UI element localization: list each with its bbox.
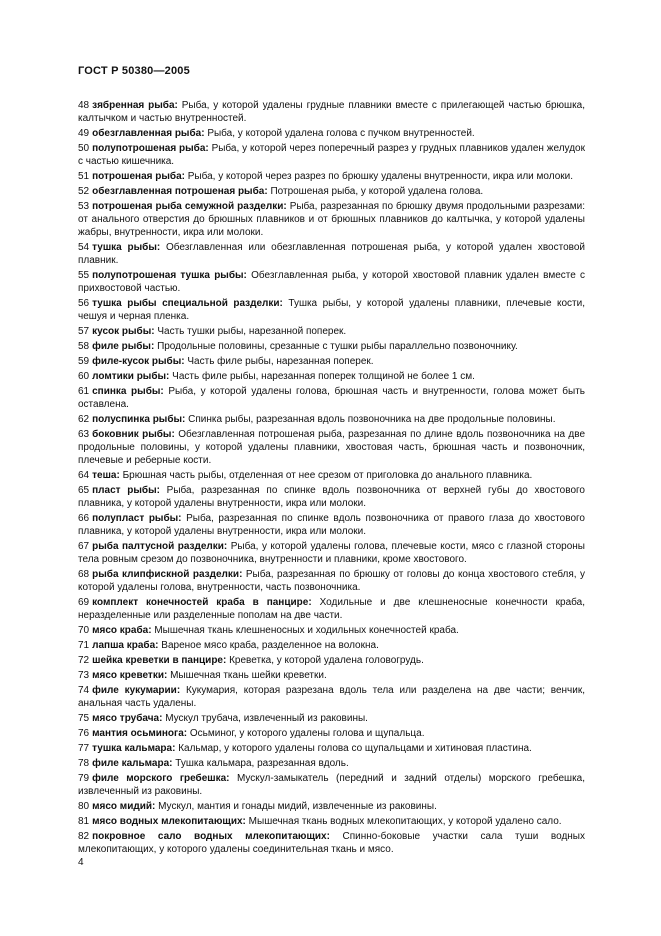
entry-term: рыба палтусной разделки: [92, 541, 228, 552]
definition-entry [78, 428, 585, 467]
entry-term: филе кукумарии: [92, 685, 181, 696]
entry-number: 72 [78, 655, 90, 666]
definition-entry [78, 241, 585, 267]
entry-number: 65 [78, 485, 90, 496]
entry-definition: Мускул-замыкатель (передний и задний отделы) морского гребешка, извлеченный из раковины. [78, 773, 586, 797]
entry-number: 62 [78, 414, 90, 425]
entry-term: мясо трубача: [92, 713, 163, 724]
entry-definition: Рыба, разрезанная по брюшку двумя продольными разрезами: от анального отверстия до брюшных плавников и от брюшных плавников до калтычка, у которой удалены жабры, внутренности, икра или молоки. [78, 201, 585, 238]
definition-entry [78, 99, 585, 125]
entry-definition: Мышечная ткань клешненосных и ходильных конечностей краба. [154, 625, 459, 636]
entry-term: мясо мидий: [92, 801, 156, 812]
entry-term: боковник рыбы: [92, 429, 175, 440]
definition-entry [78, 484, 585, 510]
definition-entry [78, 712, 585, 725]
entry-term: обезглавленная потрошеная рыба: [92, 186, 268, 197]
entry-number: 57 [78, 326, 90, 337]
entry-definition: Продольные половины, срезанные с тушки рыбы параллельно позвоночнику. [157, 341, 518, 352]
definition-entry [78, 340, 585, 353]
entry-term: филе кальмара: [92, 758, 173, 769]
entry-term: тушка кальмара: [92, 743, 176, 754]
entry-term: зябренная рыба: [92, 100, 178, 111]
entry-number: 58 [78, 341, 90, 352]
entry-definition: Спинно-боковые участки сала туши водных млекопитающих, у которого удалены соединительная ткань и мясо. [78, 831, 585, 855]
entry-definition: Мускул, мантия и гонады мидий, извлеченные из раковины. [158, 801, 437, 812]
entry-number: 76 [78, 728, 90, 739]
entry-term: лапша краба: [92, 640, 159, 651]
entry-number: 71 [78, 640, 90, 651]
definition-entry [78, 385, 585, 411]
entry-definition: Ходильные и две клешненосные конечности краба, неразделенные или разделенные пополам на две части. [78, 597, 586, 621]
entry-term: потрошеная рыба: [92, 171, 185, 182]
definition-entry [78, 413, 585, 426]
entry-number: 60 [78, 371, 90, 382]
entry-term: мясо краба: [92, 625, 152, 636]
definition-entry [78, 727, 585, 740]
entry-definition: Осьминог, у которого удалены голова и щупальца. [189, 728, 425, 739]
definition-entry [78, 596, 585, 622]
entry-term: полуспинка рыбы: [92, 414, 186, 425]
entry-term: мантия осьминога: [92, 728, 188, 739]
entry-term: шейка креветки в панцире: [92, 655, 227, 666]
entry-term: полупотрошеная рыба: [92, 143, 209, 154]
definition-entry [78, 800, 585, 813]
entry-definition: Обезглавленная рыба, у которой хвостовой плавник удален вместе с прихвостовой частью. [78, 270, 586, 294]
definition-entry [78, 297, 585, 323]
entry-definition: Спинка рыбы, разрезанная вдоль позвоночника на две продольные половины. [188, 414, 556, 425]
definition-entry [78, 170, 585, 183]
entry-number: 66 [78, 513, 90, 524]
entry-term: филе-кусок рыбы: [92, 356, 185, 367]
entry-definition: Рыба, разрезанная по брюшку от головы до конца хвостового стебля, у которой удалены голова, внутренности, часть позвоночника. [78, 569, 585, 593]
entry-number: 59 [78, 356, 90, 367]
entry-definition: Обезглавленная или обезглавленная потрошеная рыба, у которой удален хвостовой плавник. [78, 242, 585, 266]
definition-entry [78, 512, 585, 538]
entry-number: 80 [78, 801, 90, 812]
entry-definition: Часть филе рыбы, нарезанная поперек толщиной не более 1 см. [172, 371, 475, 382]
definition-entry [78, 269, 585, 295]
entry-number: 70 [78, 625, 90, 636]
entry-definition: Рыба, у которой удалена голова с пучком внутренностей. [207, 128, 475, 139]
entry-number: 82 [78, 831, 90, 842]
entry-term: спинка рыбы: [92, 386, 164, 397]
entry-term: комплект конечностей краба в панцире: [92, 597, 312, 608]
entry-number: 75 [78, 713, 90, 724]
entry-term: тушка рыбы: [92, 242, 161, 253]
entry-definition: Рыба, разрезанная по спинке вдоль позвоночника от правого глаза до хвостового плавника, у которой удалены внутренности, икра или молоки. [78, 513, 585, 537]
definition-entry [78, 654, 585, 667]
entry-definition: Рыба, разрезанная по спинке вдоль позвоночника от верхней губы до хвостового плавника, у которой удалены внутренности, икра или молоки. [78, 485, 585, 509]
entry-definition: Рыба, у которой через поперечный разрез у грудных плавников удален желудок с частью кишечника. [78, 143, 585, 167]
entry-definition: Рыба, у которой удалены голова, брюшная часть и внутренности, голова может быть оставлена. [78, 386, 585, 410]
entry-term: тушка рыбы специальной разделки: [92, 298, 283, 309]
entry-term: теша: [92, 470, 120, 481]
entry-term: потрошеная рыба семужной разделки: [92, 201, 287, 212]
entry-definition: Часть тушки рыбы, нарезанной поперек. [157, 326, 347, 337]
entry-number: 49 [78, 128, 90, 139]
entry-definition: Обезглавленная потрошеная рыба, разрезанная по длине вдоль позвоночника на две продольные половины, у которой удалены плавники, хвостовая часть, брюшная часть и позвоночник, плечевые и реберные кости. [78, 429, 586, 466]
entry-definition: Рыба, у которой удалены грудные плавники вместе с прилегающей частью брюшка, калтычком и частью внутренностей. [78, 100, 586, 124]
entry-number: 77 [78, 743, 90, 754]
entry-term: полупласт рыбы: [92, 513, 182, 524]
definition-entry [78, 370, 585, 383]
entry-number: 74 [78, 685, 90, 696]
definition-entry [78, 355, 585, 368]
entry-term: покровное сало водных млекопитающих: [92, 831, 330, 842]
entry-number: 64 [78, 470, 90, 481]
definition-entry [78, 142, 585, 168]
entry-number: 78 [78, 758, 90, 769]
entry-term: полупотрошеная тушка рыбы: [92, 270, 247, 281]
entry-definition: Брюшная часть рыбы, отделенная от нее срезом от приголовка до анального плавника. [122, 470, 533, 481]
entry-term: филе рыбы: [92, 341, 155, 352]
entry-number: 81 [78, 816, 90, 827]
definition-entry [78, 639, 585, 652]
entry-definition: Мышечная ткань водных млекопитающих, у которой удалено сало. [248, 816, 562, 827]
definition-entry [78, 127, 585, 140]
entry-number: 67 [78, 541, 90, 552]
entry-definition: Потрошеная рыба, у которой удалена голова. [270, 186, 484, 197]
entry-term: рыба клипфискной разделки: [92, 569, 243, 580]
definition-entry [78, 742, 585, 755]
definition-entry [78, 469, 585, 482]
definition-entry [78, 624, 585, 637]
entry-number: 53 [78, 201, 90, 212]
entry-number: 54 [78, 242, 90, 253]
entry-number: 52 [78, 186, 90, 197]
entry-definition: Мышечная ткань шейки креветки. [170, 670, 327, 681]
entry-number: 69 [78, 597, 90, 608]
page-number: 4 [78, 857, 84, 868]
definition-entry [78, 815, 585, 828]
entry-definition: Тушка кальмара, разрезанная вдоль. [175, 758, 349, 769]
definition-entry [78, 200, 585, 239]
definition-entry [78, 684, 585, 710]
document-header: ГОСТ Р 50380—2005 [78, 65, 190, 77]
entry-number: 63 [78, 429, 90, 440]
entry-term: филе морского гребешка: [92, 773, 230, 784]
definitions-list [78, 99, 585, 858]
entry-number: 48 [78, 100, 90, 111]
entry-definition: Кальмар, у которого удалены голова со щупальцами и хитиновая пластина. [178, 743, 532, 754]
entry-definition: Вареное мясо краба, разделенное на волокна. [161, 640, 379, 651]
entry-term: кусок рыбы: [92, 326, 155, 337]
entry-term: ломтики рыбы: [92, 371, 170, 382]
entry-definition: Мускул трубача, извлеченный из раковины. [165, 713, 368, 724]
entry-definition: Тушка рыбы, у которой удалены плавники, плечевые кости, чешуя и черная пленка. [78, 298, 585, 322]
entry-term: мясо водных млекопитающих: [92, 816, 246, 827]
entry-term: обезглавленная рыба: [92, 128, 205, 139]
entry-number: 68 [78, 569, 90, 580]
entry-number: 51 [78, 171, 90, 182]
entry-number: 50 [78, 143, 90, 154]
definition-entry [78, 830, 585, 856]
entry-definition: Часть филе рыбы, нарезанная поперек. [187, 356, 374, 367]
definition-entry [78, 325, 585, 338]
entry-definition: Рыба, у которой удалены голова, плечевые кости, мясо с глазной стороны тела ровным срезом до позвоночника, внутренности и плавники, кроме хвостового. [78, 541, 585, 565]
entry-number: 79 [78, 773, 90, 784]
entry-definition: Рыба, у которой через разрез по брюшку удалены внутренности, икра или молоки. [187, 171, 574, 182]
entry-number: 73 [78, 670, 90, 681]
entry-definition: Кукумария, которая разрезана вдоль тела или разделена на две части; венчик, анальная часть удалены. [78, 685, 585, 709]
entry-term: пласт рыбы: [92, 485, 160, 496]
definition-entry [78, 772, 585, 798]
entry-definition: Креветка, у которой удалена головогрудь. [229, 655, 424, 666]
entry-number: 56 [78, 298, 90, 309]
definition-entry [78, 568, 585, 594]
definition-entry [78, 540, 585, 566]
definition-entry [78, 757, 585, 770]
entry-number: 55 [78, 270, 90, 281]
entry-term: мясо креветки: [92, 670, 168, 681]
definition-entry [78, 669, 585, 682]
definition-entry [78, 185, 585, 198]
entry-number: 61 [78, 386, 90, 397]
